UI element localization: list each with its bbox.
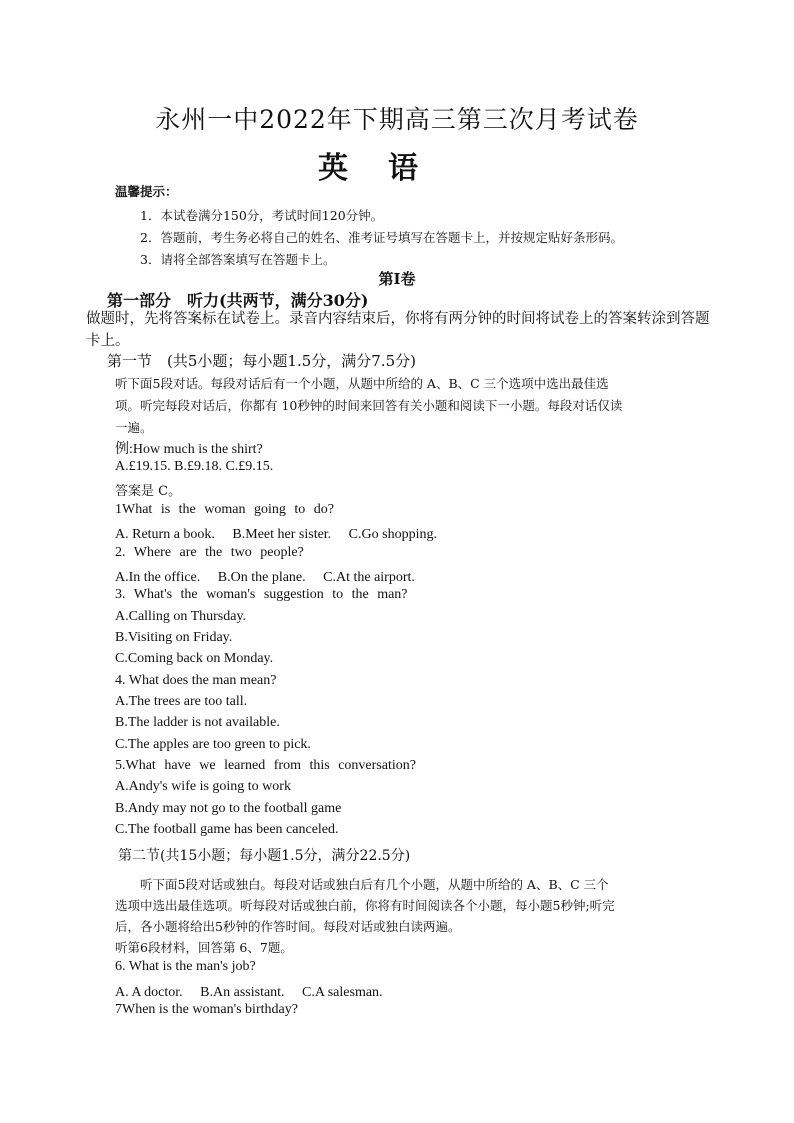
section-instruction: 一遍。 [115, 420, 153, 435]
question-line: 4. What does the man mean? [115, 673, 277, 688]
example-options: A.£19.15. B.£9.18. C.£9.15. [115, 459, 274, 474]
question-line: 5.What have we learned from this conversation? [115, 758, 416, 773]
question-line: 7When is the woman's birthday? [115, 1002, 298, 1017]
question-line: A.The trees are too tall. [115, 694, 248, 709]
example-question: 例:How much is the shirt? [115, 442, 263, 457]
section-instruction: 后，各小题将给出5秒钟的作答时间。每段对话或独白读两遍。 [115, 919, 461, 934]
question-line: A. Return a book. B.Meet her sister. C.Go shopping. [115, 527, 437, 542]
question-line: A.Andy's wife is going to work [115, 779, 291, 794]
section-heading: 第二节(共15小题；每小题1.5分，满分22.5分) [118, 848, 411, 864]
material-note: 听第6段材料，回答第 6、7题。 [115, 940, 293, 955]
question-line: C.Coming back on Monday. [115, 651, 274, 666]
section-heading: 第一节 (共5小题；每小题1.5分，满分7.5分) [107, 352, 416, 370]
question-line: 1What is the woman going to do? [115, 502, 334, 517]
question-line: A.In the office. B.On the plane. C.At the airport. [115, 570, 415, 585]
tip-item: 1．本试卷满分150分，考试时间120分钟。 [140, 208, 384, 223]
question-line: B.The ladder is not available. [115, 715, 280, 730]
section-instruction: 项。听完每段对话后，你都有 10秒钟的时间来回答有关小题和阅读下一小题。每段对话仅读 [115, 398, 623, 413]
section-instruction: 选项中选出最佳选项。听每段对话或独白前，你将有时间阅读各个小题，每小题5秒钟;听完 [115, 898, 615, 913]
question-line: A.Calling on Thursday. [115, 609, 247, 624]
subject-title: 英语 [318, 151, 458, 186]
question-line: B.Andy may not go to the football game [115, 801, 342, 816]
question-line: A. A doctor. B.An assistant. C.A salesman. [115, 985, 383, 1000]
part-heading: 第一部分 听力(共两节，满分30分) [107, 291, 369, 310]
question-line: C.The apples are too green to pick. [115, 737, 311, 752]
volume-label: 第I卷 [378, 270, 416, 288]
tip-item: 3．请将全部答案填写在答题卡上。 [140, 252, 336, 267]
example-answer: 答案是 C。 [115, 484, 182, 499]
question-line: C.The football game has been canceled. [115, 822, 339, 837]
section-instruction: 听下面5段对话。每段对话后有一个小题，从题中所给的 A、B、C 三个选项中选出最佳选 [115, 376, 609, 391]
tips-heading: 温馨提示： [115, 184, 178, 199]
tip-item: 2．答题前，考生务必将自己的姓名、准考证号填写在答题卡上，并按规定贴好条形码。 [140, 230, 623, 245]
part-intro: 做题时，先将答案标在试卷上。录音内容结束后，你将有两分钟的时间将试卷上的答案转涂到答题卡上。 [86, 311, 710, 349]
exam-title: 永州一中2022年下期高三第三次月考试卷 [155, 105, 639, 134]
question-line: B.Visiting on Friday. [115, 630, 233, 645]
question-line: 3. What's the woman's suggestion to the man? [115, 587, 408, 602]
question-line: 6. What is the man's job? [115, 959, 256, 974]
section-instruction: 听下面5段对话或独白。每段对话或独白后有几个小题，从题中所给的 A、B、C 三个 [140, 877, 609, 892]
question-line: 2. Where are the two people? [115, 545, 304, 560]
